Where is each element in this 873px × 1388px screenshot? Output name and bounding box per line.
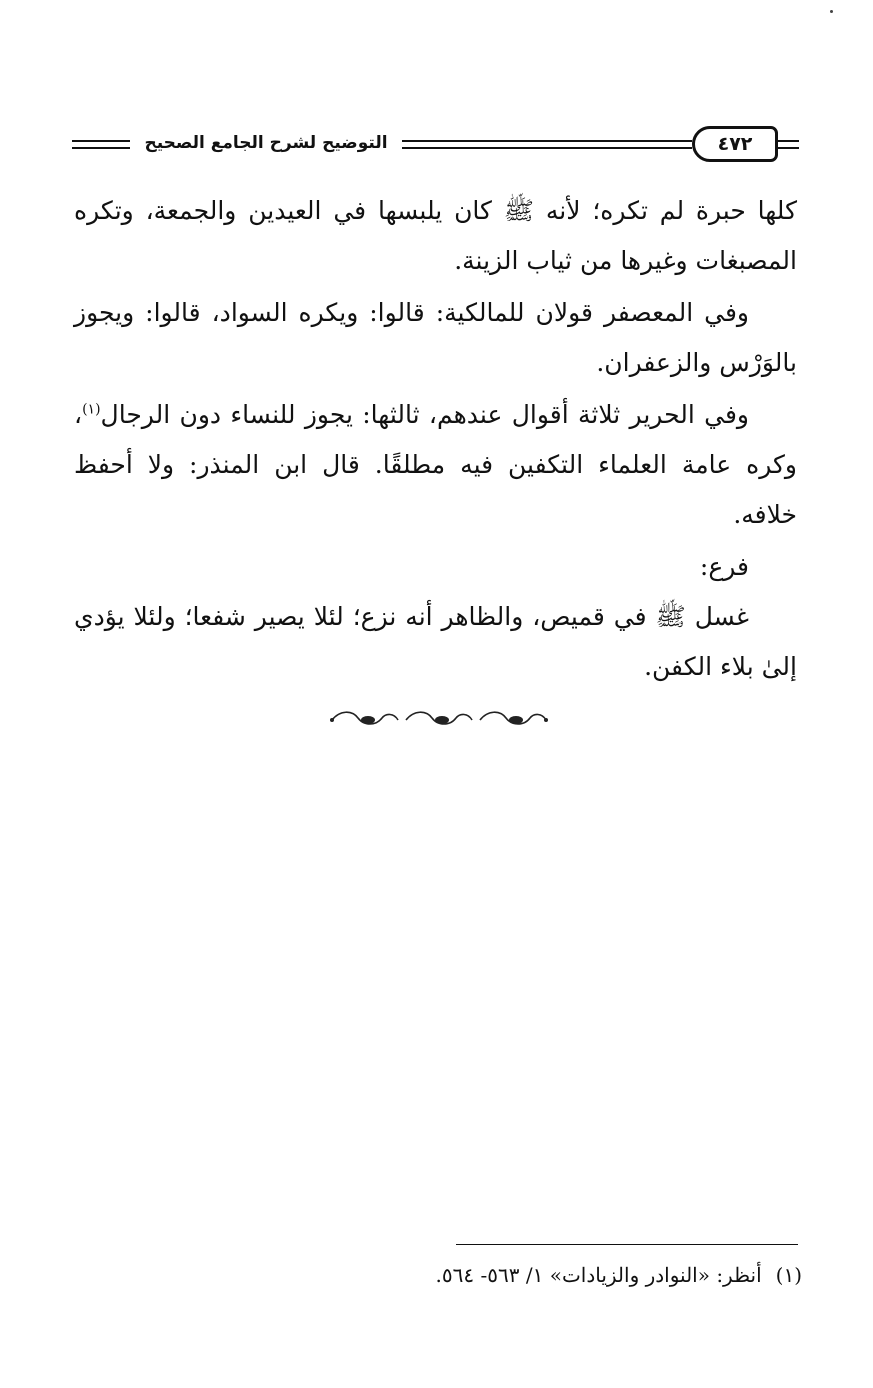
- footnote-separator: [456, 1244, 798, 1245]
- header-rule-middle: [402, 140, 692, 149]
- section-heading: فرع:: [699, 552, 749, 581]
- paragraph-text: ، وكره عامة العلماء التكفين فيه مطلقًا. قال ابن المنذر: ولا أحفظ خلافه.: [74, 400, 797, 529]
- header-rule-right: [777, 140, 799, 149]
- scan-speck: [830, 10, 833, 13]
- footnote-text: أنظر: «النوادر والزيادات» ١/ ٥٦٣- ٥٦٤.: [435, 1263, 762, 1287]
- paragraph: [74, 390, 797, 540]
- header-rule-left: [72, 140, 130, 149]
- running-header: [72, 124, 799, 168]
- paragraph: وفي المعصفر قولان للمالكية: قالوا: ويكره السواد، قالوا: ويجوز بالوَرْس والزعفران.: [74, 298, 797, 377]
- footnote-reference[interactable]: (١): [82, 401, 101, 418]
- footnote-number: (١): [775, 1263, 802, 1287]
- paragraph-word: الرجال: [100, 400, 171, 429]
- main-text: [74, 186, 797, 692]
- header-title: التوضيح لشرح الجامع الصحيح: [144, 133, 388, 153]
- paragraph-text: وفي الحرير ثلاثة أقوال عندهم، ثالثها: يجوز للنساء دون: [179, 400, 749, 429]
- paragraph: غسل ﷺ في قميص، والظاهر أنه نزع؛ لئلا يصير شفعا؛ ولئلا يؤدي إلىٰ بلاء الكفن.: [74, 602, 797, 681]
- page-number: ٤٧٢: [692, 126, 778, 162]
- paragraph: كلها حبرة لم تكره؛ لأنه ﷺ كان يلبسها في العيدين والجمعة، وتكره المصبغات وغيرها من ثياب الزينة.: [74, 196, 797, 275]
- ornament-divider: [328, 708, 550, 732]
- footnote: [300, 1258, 802, 1292]
